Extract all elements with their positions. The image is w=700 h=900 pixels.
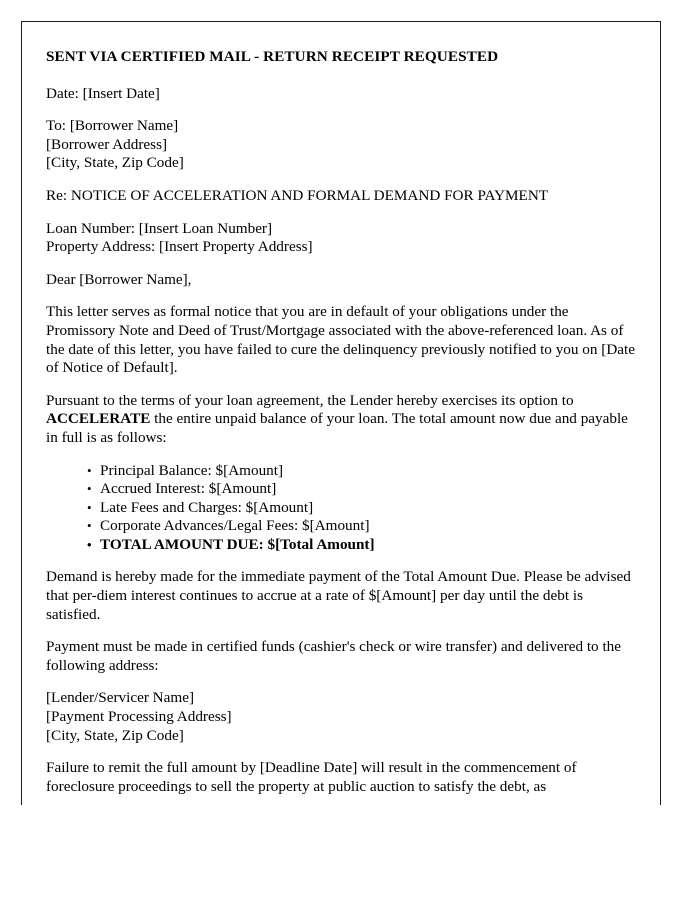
subject-line: Re: NOTICE OF ACCELERATION AND FORMAL DEMAND FOR PAYMENT bbox=[46, 186, 549, 204]
paragraph-payment-instructions: Payment must be made in certified funds (cashier's check or wire transfer) and delivered to the following address: bbox=[46, 638, 622, 674]
amount-list-item: • Accrued Interest: $[Amount] bbox=[87, 480, 638, 499]
recipient-name: To: [Borrower Name] bbox=[46, 117, 179, 135]
amount-list-item: • TOTAL AMOUNT DUE: $[Total Amount] bbox=[87, 536, 638, 555]
date-line: Date: [Insert Date] bbox=[46, 84, 160, 102]
paragraph-demand: Demand is hereby made for the immediate payment of the Total Amount Due. Please be advised that per-diem interest continues to accrue at a rate of $[Amount] per day until the debt is satisfied. bbox=[46, 568, 631, 623]
payment-address-block bbox=[46, 689, 638, 745]
amount-list-item: • Principal Balance: $[Amount] bbox=[87, 462, 638, 481]
document-heading: SENT VIA CERTIFIED MAIL - RETURN RECEIPT REQUESTED bbox=[46, 48, 499, 65]
lender-servicer-name: [Lender/Servicer Name] bbox=[46, 689, 194, 707]
acceleration-text-after: the entire unpaid balance of your loan. The total amount now due and payable in full is as follows: bbox=[46, 410, 628, 446]
salutation: Dear [Borrower Name], bbox=[46, 270, 192, 288]
document-page bbox=[21, 21, 661, 805]
payment-processing-address: [Payment Processing Address] bbox=[46, 708, 232, 726]
paragraph-failure-to-remit: Failure to remit the full amount by [Deadline Date] will result in the commencement of foreclosure proceedings to sell the property at public auction to satisfy the debt, as bbox=[46, 759, 577, 795]
recipient-city-state-zip: [City, State, Zip Code] bbox=[46, 154, 184, 172]
recipient-block bbox=[46, 117, 638, 173]
loan-number-line: Loan Number: [Insert Loan Number] bbox=[46, 219, 273, 237]
paragraph-acceleration bbox=[46, 392, 638, 448]
payment-city-state-zip: [City, State, Zip Code] bbox=[46, 726, 184, 744]
document-body bbox=[46, 48, 638, 796]
recipient-address: [Borrower Address] bbox=[46, 135, 168, 153]
amount-list-item: • Late Fees and Charges: $[Amount] bbox=[87, 499, 638, 518]
paragraph-default-notice: This letter serves as formal notice that you are in default of your obligations under the Promissory Note and Deed of Trust/Mortgage associated with the above-referenced loan. As of the date of this letter, you have failed to cure the delinquency previously notified to you on [Date of Notice of Default]. bbox=[46, 303, 635, 377]
amount-list-item: • Corporate Advances/Legal Fees: $[Amount] bbox=[87, 517, 638, 536]
property-address-line: Property Address: [Insert Property Address] bbox=[46, 238, 313, 256]
loan-details-block bbox=[46, 220, 638, 257]
acceleration-text-before: Pursuant to the terms of your loan agreement, the Lender hereby exercises its option to bbox=[46, 391, 574, 409]
amounts-list bbox=[46, 462, 638, 555]
accelerate-emphasis: ACCELERATE bbox=[46, 410, 151, 428]
